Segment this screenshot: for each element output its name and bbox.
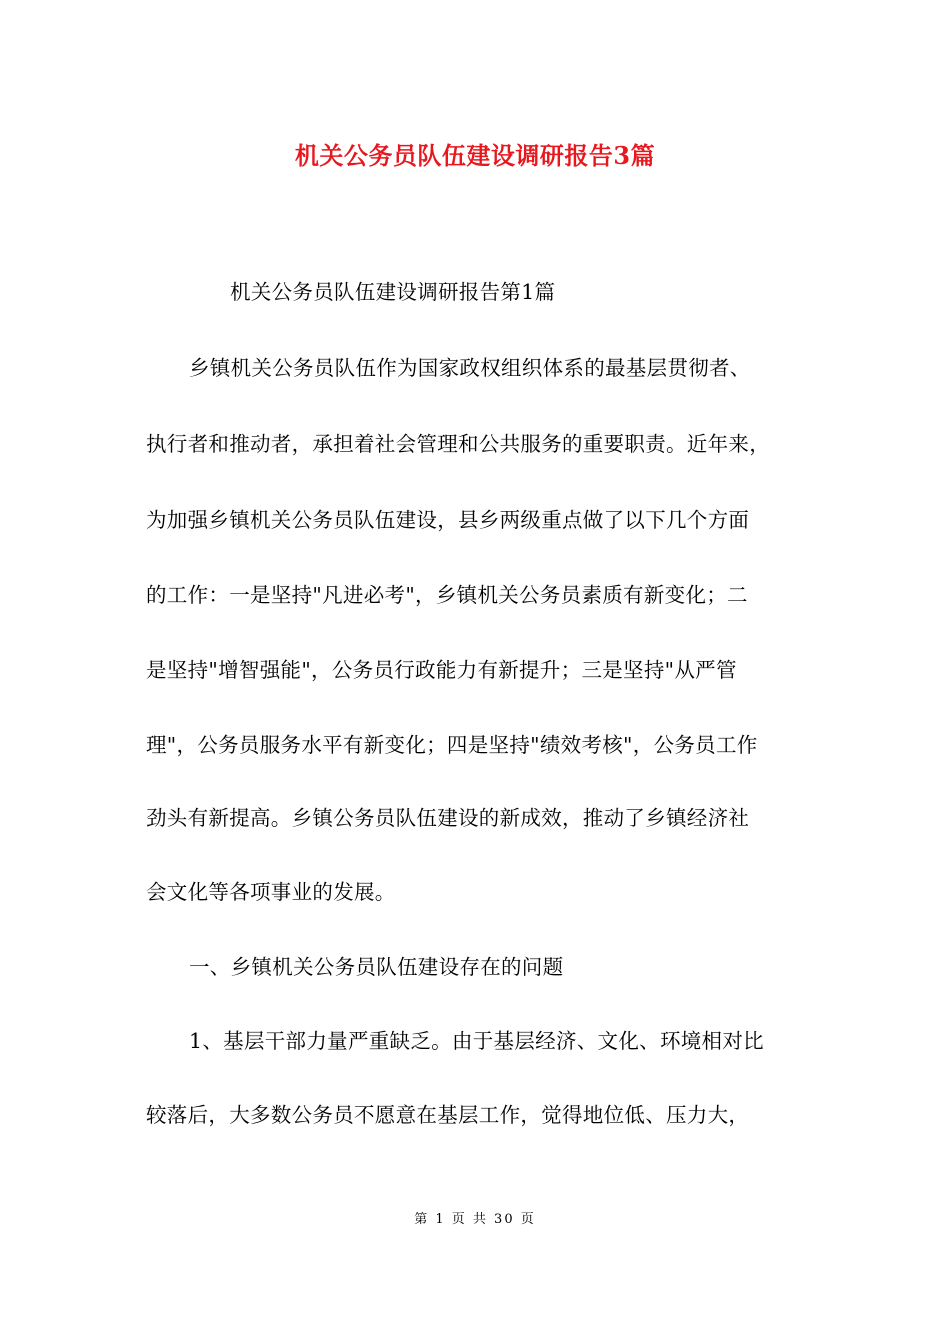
section-heading: 机关公务员队伍建设调研报告第1篇 — [230, 280, 556, 304]
paragraph-line: 较落后，大多数公务员不愿意在基层工作，觉得地位低、压力大， — [146, 1103, 750, 1127]
document-title: 机关公务员队伍建设调研报告3篇 — [294, 141, 656, 170]
paragraph-line: 1、基层干部力量严重缺乏。由于基层经济、文化、环境相对比 — [189, 1029, 764, 1053]
paragraph-line: 乡镇机关公务员队伍作为国家政权组织体系的最基层贯彻者、 — [189, 356, 751, 380]
paragraph-line: 的工作：一是坚持"凡进必考"，乡镇机关公务员素质有新变化；二 — [146, 583, 748, 607]
paragraph-line: 劲头有新提高。乡镇公务员队伍建设的新成效，推动了乡镇经济社 — [146, 806, 750, 830]
paragraph-line: 是坚持"增智强能"，公务员行政能力有新提升；三是坚持"从严管 — [146, 658, 737, 682]
paragraph-line: 执行者和推动者，承担着社会管理和公共服务的重要职责。近年来， — [146, 432, 770, 456]
paragraph-line: 会文化等各项事业的发展。 — [146, 880, 396, 904]
page-footer: 第 1 页 共 30 页 — [414, 1212, 536, 1227]
paragraph-line: 为加强乡镇机关公务员队伍建设，县乡两级重点做了以下几个方面 — [146, 508, 750, 532]
subsection-heading: 一、乡镇机关公务员队伍建设存在的问题 — [189, 955, 564, 979]
paragraph-line: 理"，公务员服务水平有新变化；四是坚持"绩效考核"，公务员工作 — [146, 733, 758, 757]
